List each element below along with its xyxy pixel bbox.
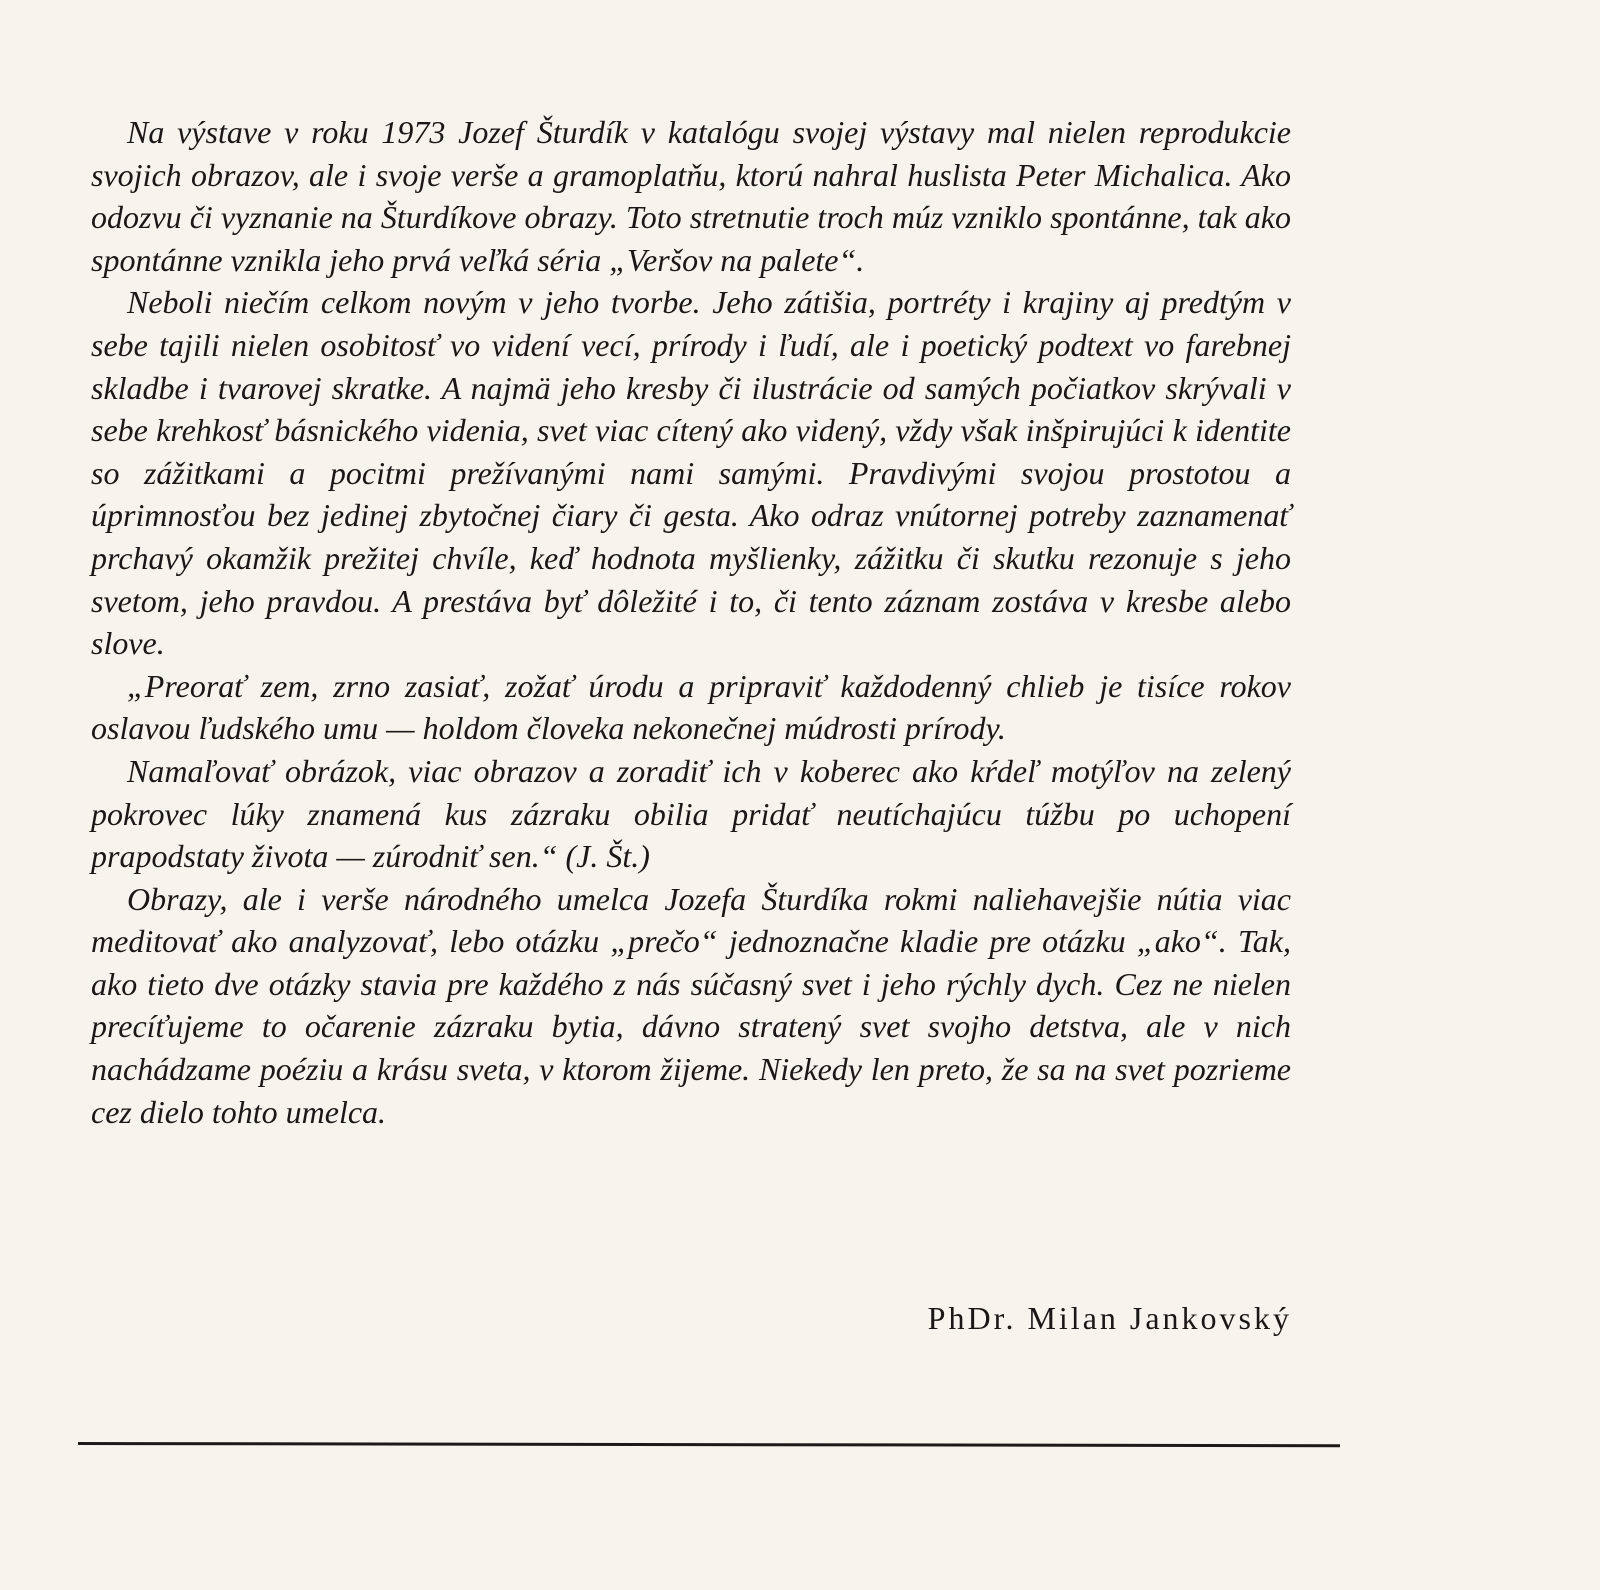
paragraph-5: Obrazy, ale i verše národného umelca Jozefa Šturdíka rokmi naliehavejšie nútia viac meditovať ako analyzovať, lebo otázku „prečo“ jednoznačne kladie pre otázku „ako“. Tak, ako tieto dve otázky stavia pre každého z nás súčasný svet i jeho rýchly dych. Cez ne nielen precíťujeme to očarenie zázraku bytia, dávno stratený svet svojho detstva, ale v nich nachádzame poéziu a krásu sveta, v ktorom žijeme. Niekedy len preto, že sa na svet pozrieme cez dielo tohto umelca. bbox=[91, 880, 1291, 1130]
paragraph-2: Neboli niečím celkom novým v jeho tvorbe. Jeho zátišia, portréty i krajiny aj predtým v sebe tajili nielen osobitosť vo videní vecí, prírody i ľudí, ale i poetický podtext vo farebnej skladbe i tvarovej skratke. A najmä jeho kresby či ilustrácie od samých počiatkov skrývali v sebe krehkosť básnického videnia, svet viac cítený ako videný, vždy však inšpirujúci k identite so zážitkami a pocitmi prežívanými nami samými. Pravdivými svojou prostotou a úprimnosťou bez jedinej zbytočnej čiary či gesta. Ako odraz vnútornej potreby zaznamenať prchavý okamžik prežitej chvíle, keď hodnota myšlienky, zážitku či skutku rezonuje s jeho svetom, jeho pravdou. A prestáva byť dôležité i to, či tento záznam zostáva v kresbe alebo slove. bbox=[91, 284, 1291, 662]
author-signature: PhDr. Milan Jankovský bbox=[927, 1300, 1292, 1336]
horizontal-rule bbox=[78, 1442, 1340, 1447]
essay-body bbox=[91, 111, 1291, 1133]
paragraph-4-quote: Namaľovať obrázok, viac obrazov a zoradiť ich v koberec ako kŕdeľ motýľov na zelený pokrovec lúky znamená kus zázraku obilia pridať neutíchajúcu túžbu po uchopení prapodstaty života — zúrodniť sen.“ (J. Št.) bbox=[91, 752, 1291, 875]
paragraph-3-quote: „Preorať zem, zrno zasiať, zožať úrodu a pripraviť každodenný chlieb je tisíce rokov oslavou ľudského umu — holdom človeka nekonečnej múdrosti prírody. bbox=[91, 667, 1291, 747]
paragraph-1: Na výstave v roku 1973 Jozef Šturdík v katalógu svojej výstavy mal nielen reprodukcie svojich obrazov, ale i svoje verše a gramoplatňu, ktorú nahral huslista Peter Michalica. Ako odozvu či vyznanie na Šturdíkove obrazy. Toto stretnutie troch múz vzniklo spontánne, tak ako spontánne vznikla jeho prvá veľká séria „Veršov na palete“. bbox=[91, 114, 1291, 278]
